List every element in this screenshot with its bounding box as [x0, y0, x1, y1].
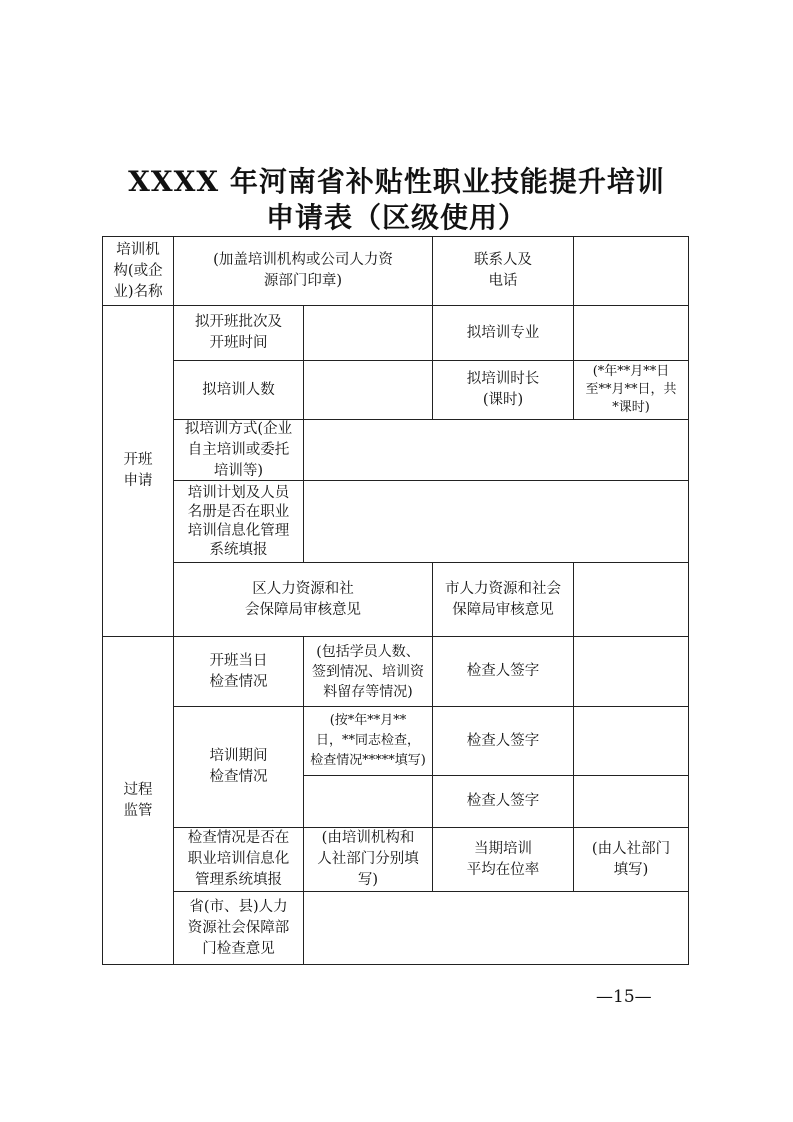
contact-label: 联系人及 电话 [474, 252, 532, 289]
training-plan-value-cell[interactable] [304, 481, 688, 562]
column-border [688, 236, 689, 965]
attendance-rate-note: (由人社部门 填写) [591, 840, 671, 878]
period-check-label: 培训期间 检查情况 [209, 748, 268, 785]
document-title-line2: 申请表（区级使用） [265, 201, 527, 234]
period-check-note: (按*年**月** 日，**同志检查， 检查情况*****填写) [310, 713, 426, 768]
batch-time-value-cell[interactable] [304, 306, 432, 360]
inspector-signature-label-1: 检查人签字 [466, 663, 540, 679]
attendance-rate-label: 当期培训 平均在位率 [466, 840, 540, 878]
trainee-count-label: 拟培训人数 [202, 381, 275, 398]
day-check-label: 开班当日 检查情况 [209, 652, 268, 690]
inspector-signature-cell-2[interactable] [574, 707, 688, 775]
supervision-section-label: 过程 监管 [123, 781, 153, 819]
period-check-value-cell[interactable] [304, 776, 432, 827]
training-method-value-cell[interactable] [304, 420, 688, 480]
major-label: 拟培训专业 [466, 324, 540, 341]
inspector-signature-cell-1[interactable] [574, 637, 688, 706]
major-value-cell[interactable] [574, 306, 688, 360]
system-check-note: (由培训机构和 人社部门分别填 写) [317, 830, 419, 888]
city-opinion-label: 市人力资源和社会 保障局审核意见 [445, 580, 561, 618]
training-method-label: 拟培训方式(企业 自主培训或委托 培训等) [184, 420, 293, 479]
org-name-label: 培训机 构(或企 业)名称 [113, 241, 163, 300]
document-title-line1: XXXX 年河南省补贴性职业技能提升培训 [128, 165, 665, 198]
duration-label: 拟培训时长 (课时) [466, 371, 540, 408]
inspector-signature-label-3: 检查人签字 [466, 793, 540, 809]
inspector-signature-label-2: 检查人签字 [466, 732, 540, 749]
inspector-signature-cell-3[interactable] [574, 776, 688, 827]
duration-note: (*年**月**日 至**月**日，共 *课时) [585, 364, 677, 415]
trainee-count-value-cell[interactable] [304, 361, 432, 419]
system-check-label: 检查情况是否在 职业培训信息化 管理系统填报 [187, 830, 290, 888]
training-plan-label: 培训计划及人员 名册是否在职业 培训信息化管理 系统填报 [187, 484, 290, 558]
contact-value-cell[interactable] [574, 237, 688, 305]
org-name-note: (加盖培训机构或公司人力资 源部门印章) [213, 252, 393, 289]
page-number: —15— [596, 987, 652, 1007]
row-border [102, 964, 689, 965]
city-opinion-value-cell[interactable] [574, 563, 688, 636]
province-opinion-label: 省(市、县)人力 资源社会保障部 门检查意见 [187, 898, 290, 957]
district-opinion-label: 区人力资源和社 会保障局审核意见 [245, 580, 361, 618]
province-opinion-value-cell[interactable] [304, 892, 688, 964]
batch-time-label: 拟开班批次及 开班时间 [195, 314, 282, 351]
day-check-note: (包括学员人数、 签到情况、培训资 料留存等情况) [312, 643, 424, 700]
open-class-section-label: 开班 申请 [123, 452, 153, 489]
